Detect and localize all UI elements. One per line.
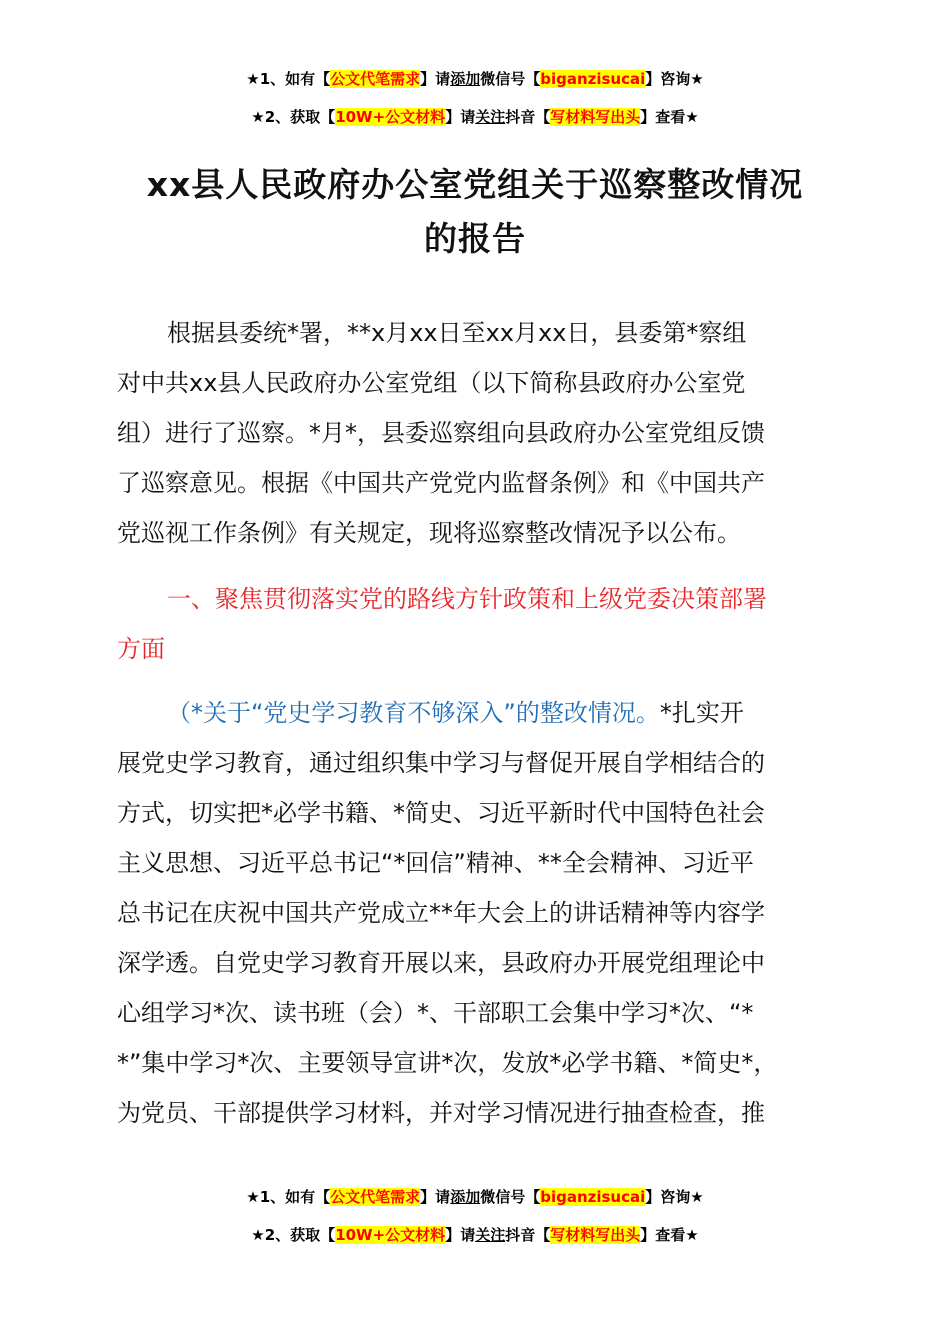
promo-text: 微信号【: [480, 1188, 541, 1206]
promo-underline: 关注: [475, 1226, 506, 1244]
promo-underline: 关注: [475, 108, 506, 126]
promo-underline: 添加: [450, 70, 481, 88]
heading-line: 方面: [117, 635, 165, 663]
paragraph-line: 对中共xx县人民政府办公室党组（以下简称县政府办公室党: [117, 369, 746, 397]
subheading-text: （*关于“党史学习教育不够深入”的整改情况。: [167, 699, 660, 727]
paragraph-line: 为党员、干部提供学习材料，并对学习情况进行抽查检查，推: [117, 1099, 765, 1127]
promo-underline: 添加: [450, 1188, 481, 1206]
promo-highlight: 公文代笔需求: [330, 70, 421, 88]
promo-text: 】请: [445, 1226, 476, 1244]
promo-douyin-id: 写材料写出头: [550, 1226, 641, 1244]
rectification-paragraph: [117, 688, 833, 1138]
intro-paragraph: [117, 308, 833, 558]
paragraph-line: 主义思想、习近平总书记“*回信”精神、**全会精神、习近平: [117, 849, 754, 877]
promo-highlight: 10W+公文材料: [335, 108, 446, 126]
promo-line-2: [0, 1224, 950, 1246]
promo-text: 】请: [420, 70, 451, 88]
promo-text: 】咨询★: [645, 70, 704, 88]
promo-text: 】查看★: [640, 108, 699, 126]
promo-text: ★2、获取【: [251, 1226, 336, 1244]
promo-text: 微信号【: [480, 70, 541, 88]
promo-text: 抖音【: [505, 108, 551, 126]
heading-line: 一、聚焦贯彻落实党的路线方针政策和上级党委决策部署: [167, 585, 767, 613]
promo-line-1: [0, 68, 950, 90]
promo-wechat-id: biganzisucai: [540, 70, 646, 88]
promo-text: ★1、如有【: [246, 70, 331, 88]
promo-text: ★2、获取【: [251, 108, 336, 126]
paragraph-line: 深学透。自党史学习教育开展以来，县政府办开展党组理论中: [117, 949, 765, 977]
paragraph-line: 组）进行了巡察。*月*，县委巡察组向县政府办公室党组反馈: [117, 419, 765, 447]
promo-highlight: 10W+公文材料: [335, 1226, 446, 1244]
top-promo-banner: [0, 68, 950, 128]
promo-text: 】查看★: [640, 1226, 699, 1244]
paragraph-line: *”集中学习*次、主要领导宣讲*次，发放*必学书籍、*简史*，: [117, 1049, 778, 1077]
paragraph-line: 展党史学习教育，通过组织集中学习与督促开展自学相结合的: [117, 749, 765, 777]
paragraph-line: 心组学习*次、读书班（会）*、干部职工会集中学习*次、“*: [117, 999, 754, 1027]
paragraph-line: [117, 688, 833, 738]
promo-text: 】请: [420, 1188, 451, 1206]
paragraph-line: 总书记在庆祝中国共产党成立**年大会上的讲话精神等内容学: [117, 899, 765, 927]
document-title: [100, 158, 850, 266]
promo-line-1: [0, 1186, 950, 1208]
title-line-1: xx县人民政府办公室党组关于巡察整改情况: [146, 165, 804, 204]
paragraph-line: 党巡视工作条例》有关规定，现将巡察整改情况予以公布。: [117, 519, 741, 547]
paragraph-line: 了巡察意见。根据《中国共产党党内监督条例》和《中国共产: [117, 469, 765, 497]
promo-text: ★1、如有【: [246, 1188, 331, 1206]
promo-text: 】咨询★: [645, 1188, 704, 1206]
section-heading-1: [117, 574, 833, 674]
promo-douyin-id: 写材料写出头: [550, 108, 641, 126]
promo-text: 】请: [445, 108, 476, 126]
title-line-2: 的报告: [424, 219, 526, 258]
paragraph-text: *扎实开: [659, 699, 744, 727]
paragraph-line: 方式，切实把*必学书籍、*简史、习近平新时代中国特色社会: [117, 799, 765, 827]
promo-wechat-id: biganzisucai: [540, 1188, 646, 1206]
promo-highlight: 公文代笔需求: [330, 1188, 421, 1206]
promo-text: 抖音【: [505, 1226, 551, 1244]
bottom-promo-banner: [0, 1186, 950, 1246]
paragraph-line: 根据县委统*署，**x月xx日至xx月xx日，县委第*察组: [167, 319, 747, 347]
promo-line-2: [0, 106, 950, 128]
